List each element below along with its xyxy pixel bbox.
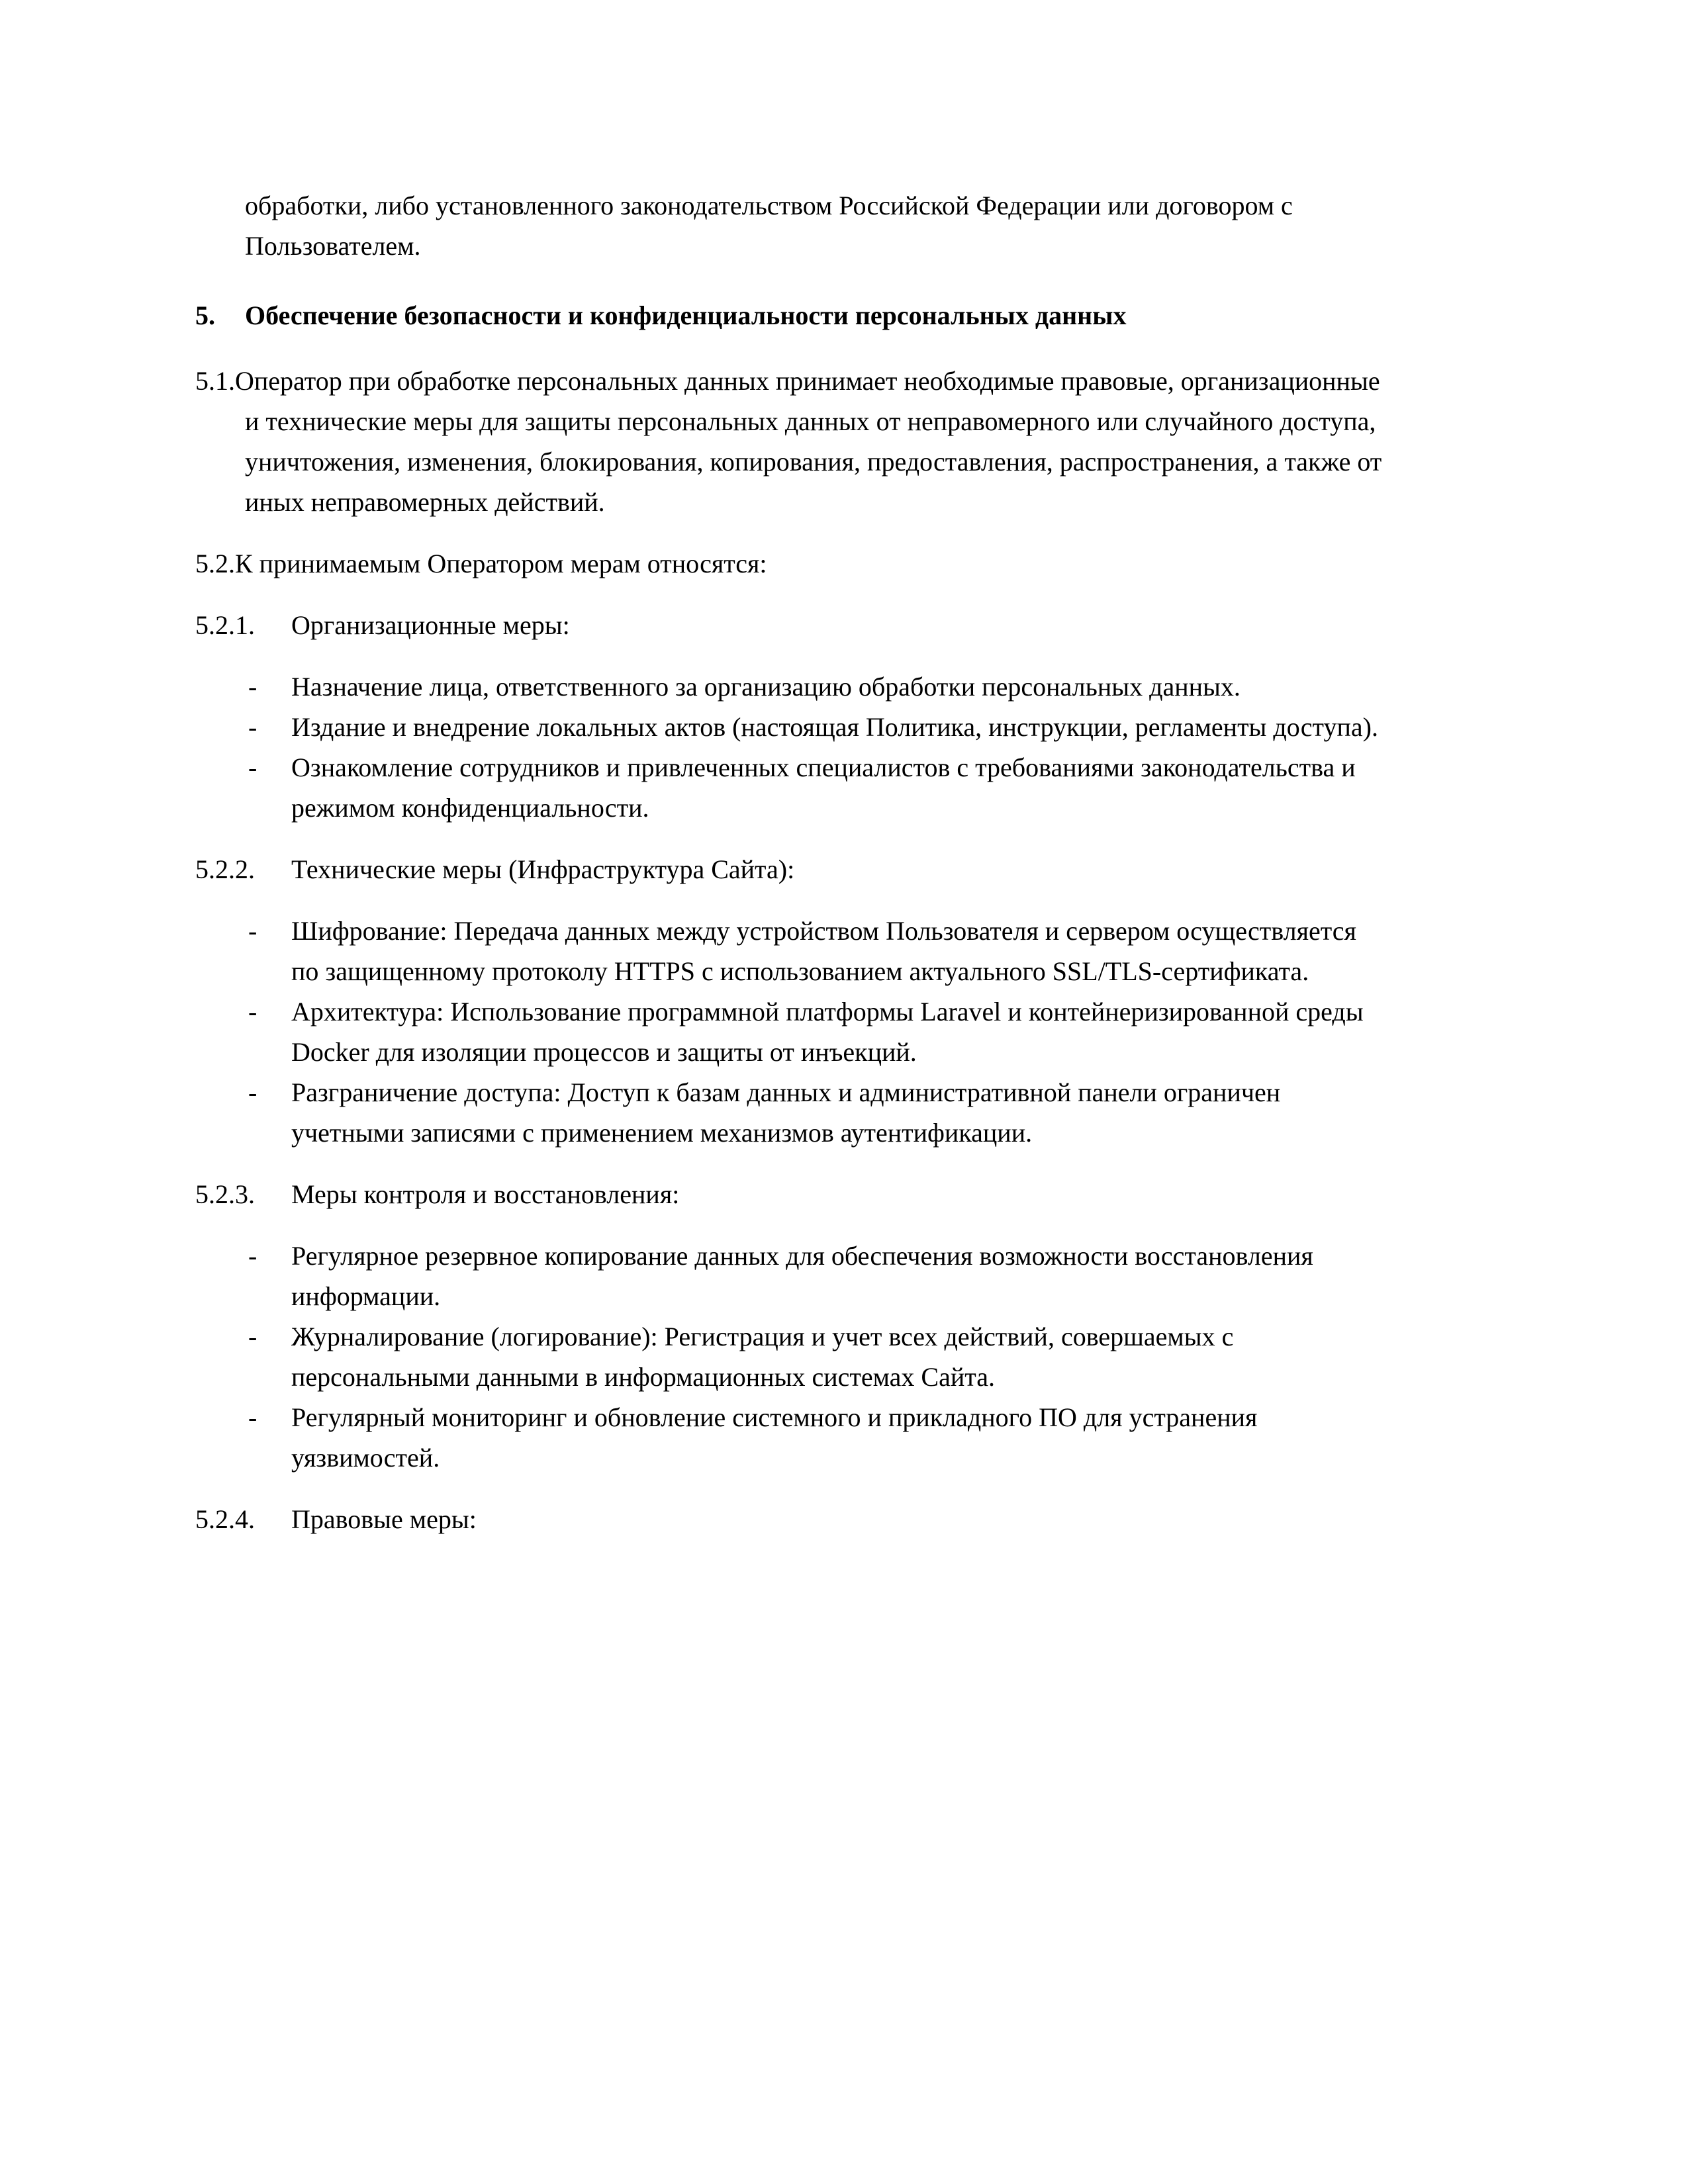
clause-5-2-text: К принимаемым Оператором мерам относятся: (235, 549, 767, 578)
clause-5-2-2 (195, 849, 1387, 889)
section-title: Обеспечение безопасности и конфиденциальности персональных данных (245, 300, 1127, 330)
clause-5-2-1 (195, 605, 1387, 645)
clause-5-2-2-title: Технические меры (Инфраструктура Сайта): (291, 854, 795, 884)
clause-5-1-text: Оператор при обработке персональных данных принимает необходимые правовые, организационные и технические меры для защиты персональных данных от неправомерного или случайного доступа, уничтожения, изменения, блокирования, копирования, предоставления, распространения, а также от иных неправомерных действий. (235, 366, 1382, 517)
clause-5-1 (195, 361, 1387, 522)
clause-5-2-3-number: 5.2.3. (195, 1179, 255, 1209)
page-content (195, 185, 1387, 1539)
clause-5-2-number: 5.2. (195, 549, 235, 578)
clause-5-1-number: 5.1. (195, 366, 235, 396)
clause-5-2-1-bullets (195, 666, 1387, 828)
list-item (195, 991, 1387, 1072)
dash-bullet-icon: - (248, 1322, 258, 1351)
list-item-text: Назначение лица, ответственного за организацию обработки персональных данных. (291, 672, 1241, 702)
list-item-text: Журналирование (логирование): Регистрация и учет всех действий, совершаемых с персональными данными в информационных системах Сайта. (291, 1322, 1234, 1392)
section-heading (195, 295, 1387, 336)
dash-bullet-icon: - (248, 672, 258, 702)
clause-5-2-2-number: 5.2.2. (195, 854, 255, 884)
list-item (195, 1072, 1387, 1153)
list-item-text: Издание и внедрение локальных актов (настоящая Политика, инструкции, регламенты доступа). (291, 712, 1378, 742)
list-item-text: Регулярное резервное копирование данных для обеспечения возможности восстановления информации. (291, 1241, 1313, 1311)
list-item-text: Регулярный мониторинг и обновление системного и прикладного ПО для устранения уязвимостей. (291, 1402, 1258, 1473)
list-item (195, 666, 1387, 707)
list-item (195, 707, 1387, 747)
clause-5-2-2-bullets (195, 911, 1387, 1153)
clause-5-2 (195, 543, 1387, 584)
list-item (195, 747, 1387, 828)
list-item (195, 911, 1387, 991)
clause-5-2-3-bullets (195, 1236, 1387, 1478)
dash-bullet-icon: - (248, 1241, 258, 1271)
clause-5-2-4-number: 5.2.4. (195, 1504, 255, 1534)
list-item (195, 1397, 1387, 1478)
list-item-text: Ознакомление сотрудников и привлеченных специалистов с требованиями законодательства и режимом конфиденциальности. (291, 752, 1356, 823)
dash-bullet-icon: - (248, 712, 258, 742)
list-item (195, 1236, 1387, 1316)
clause-5-2-4-title: Правовые меры: (291, 1504, 477, 1534)
clause-5-2-3 (195, 1174, 1387, 1214)
clause-5-2-1-title: Организационные меры: (291, 610, 570, 640)
dash-bullet-icon: - (248, 916, 258, 946)
dash-bullet-icon: - (248, 1077, 258, 1107)
list-item-text: Архитектура: Использование программной платформы Laravel и контейнеризированной среды Docker для изоляции процессов и защиты от инъекций. (291, 997, 1364, 1067)
clause-5-2-3-title: Меры контроля и восстановления: (291, 1179, 680, 1209)
continuation-paragraph: обработки, либо установленного законодательством Российской Федерации или договором с Пользователем. (245, 191, 1293, 261)
clause-5-2-4 (195, 1499, 1387, 1539)
dash-bullet-icon: - (248, 1402, 258, 1432)
dash-bullet-icon: - (248, 997, 258, 1026)
list-item (195, 1316, 1387, 1397)
list-item-text: Разграничение доступа: Доступ к базам данных и административной панели ограничен учетными записями с применением механизмов аутентификации. (291, 1077, 1281, 1148)
dash-bullet-icon: - (248, 752, 258, 782)
section-number: 5. (195, 300, 215, 330)
list-item-text: Шифрование: Передача данных между устройством Пользователя и сервером осуществляется по защищенному протоколу HTTPS с использованием актуального SSL/TLS-сертификата. (291, 916, 1356, 986)
clause-5-2-1-number: 5.2.1. (195, 610, 255, 640)
